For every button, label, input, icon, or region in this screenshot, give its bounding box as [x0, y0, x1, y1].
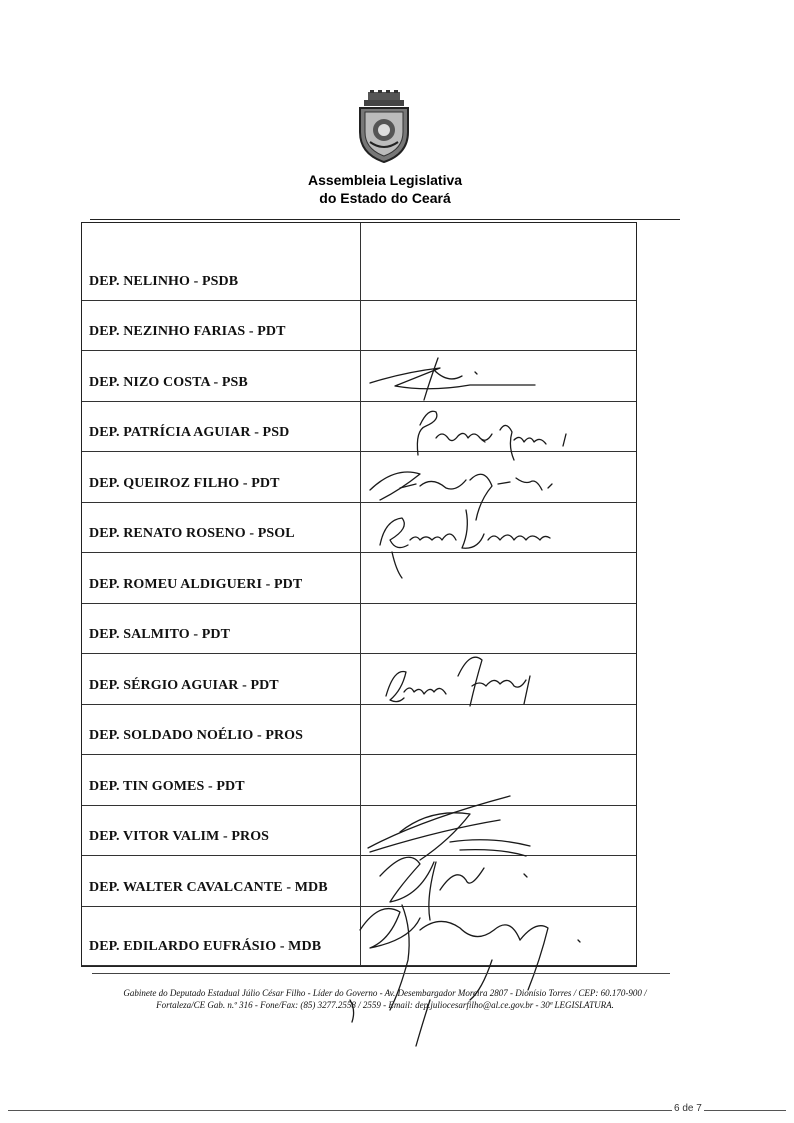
deputy-name: DEP. VITOR VALIM - PROS — [89, 829, 270, 844]
table-row — [82, 806, 636, 856]
deputy-name: DEP. QUEIROZ FILHO - PDT — [89, 476, 280, 491]
deputy-name: DEP. EDILARDO EUFRÁSIO - MDB — [89, 939, 322, 954]
deputy-name: DEP. NEZINHO FARIAS - PDT — [89, 324, 286, 339]
table-row — [82, 351, 636, 402]
table-row — [82, 907, 636, 966]
state-coat-of-arms-icon — [356, 90, 412, 164]
table-row — [82, 503, 636, 553]
table-row — [82, 654, 636, 705]
footer-address-line1: Gabinete do Deputado Estadual Júlio César Filho - Líder do Governo - Av. Desembargador Moreira 2807 - Dionísio Torres / CEP: 60.170-900 / — [123, 988, 647, 998]
column-divider — [360, 223, 361, 966]
footer-address-line2: Fortaleza/CE Gab. n.º 316 - Fone/Fax: (85) 3277.2558 / 2559 - Email: dep.juliocesarfilho@al.ce.gov.br - 30ª LEGISLATURA. — [156, 1000, 614, 1010]
deputy-name: DEP. RENATO ROSENO - PSOL — [89, 526, 295, 541]
assembly-name-line2: do Estado do Ceará — [319, 190, 451, 206]
page-bottom-rule — [8, 1110, 786, 1111]
table-row — [82, 301, 636, 351]
deputy-name: DEP. WALTER CAVALCANTE - MDB — [89, 880, 328, 895]
deputy-name: DEP. TIN GOMES - PDT — [89, 779, 245, 794]
table-row — [82, 452, 636, 503]
page-number: 6 de 7 — [674, 1103, 702, 1114]
table-row — [82, 755, 636, 806]
deputy-name: DEP. PATRÍCIA AGUIAR - PSD — [89, 425, 290, 440]
table-row — [82, 856, 636, 907]
table-row — [82, 604, 636, 654]
table-row — [82, 553, 636, 604]
header-divider — [90, 219, 680, 220]
deputy-name: DEP. SÉRGIO AGUIAR - PDT — [89, 678, 279, 693]
assembly-name-line1: Assembleia Legislativa — [307, 172, 463, 188]
table-row — [82, 402, 636, 452]
signature-table — [81, 222, 637, 967]
table-row — [82, 705, 636, 755]
footer-divider — [92, 973, 670, 974]
deputy-name: DEP. SOLDADO NOÉLIO - PROS — [89, 728, 304, 743]
deputy-name: DEP. ROMEU ALDIGUERI - PDT — [89, 577, 303, 592]
deputy-name: DEP. NIZO COSTA - PSB — [89, 375, 248, 390]
deputy-name: DEP. NELINHO - PSDB — [89, 274, 239, 289]
deputy-name: DEP. SALMITO - PDT — [89, 627, 231, 642]
table-row — [82, 223, 636, 301]
